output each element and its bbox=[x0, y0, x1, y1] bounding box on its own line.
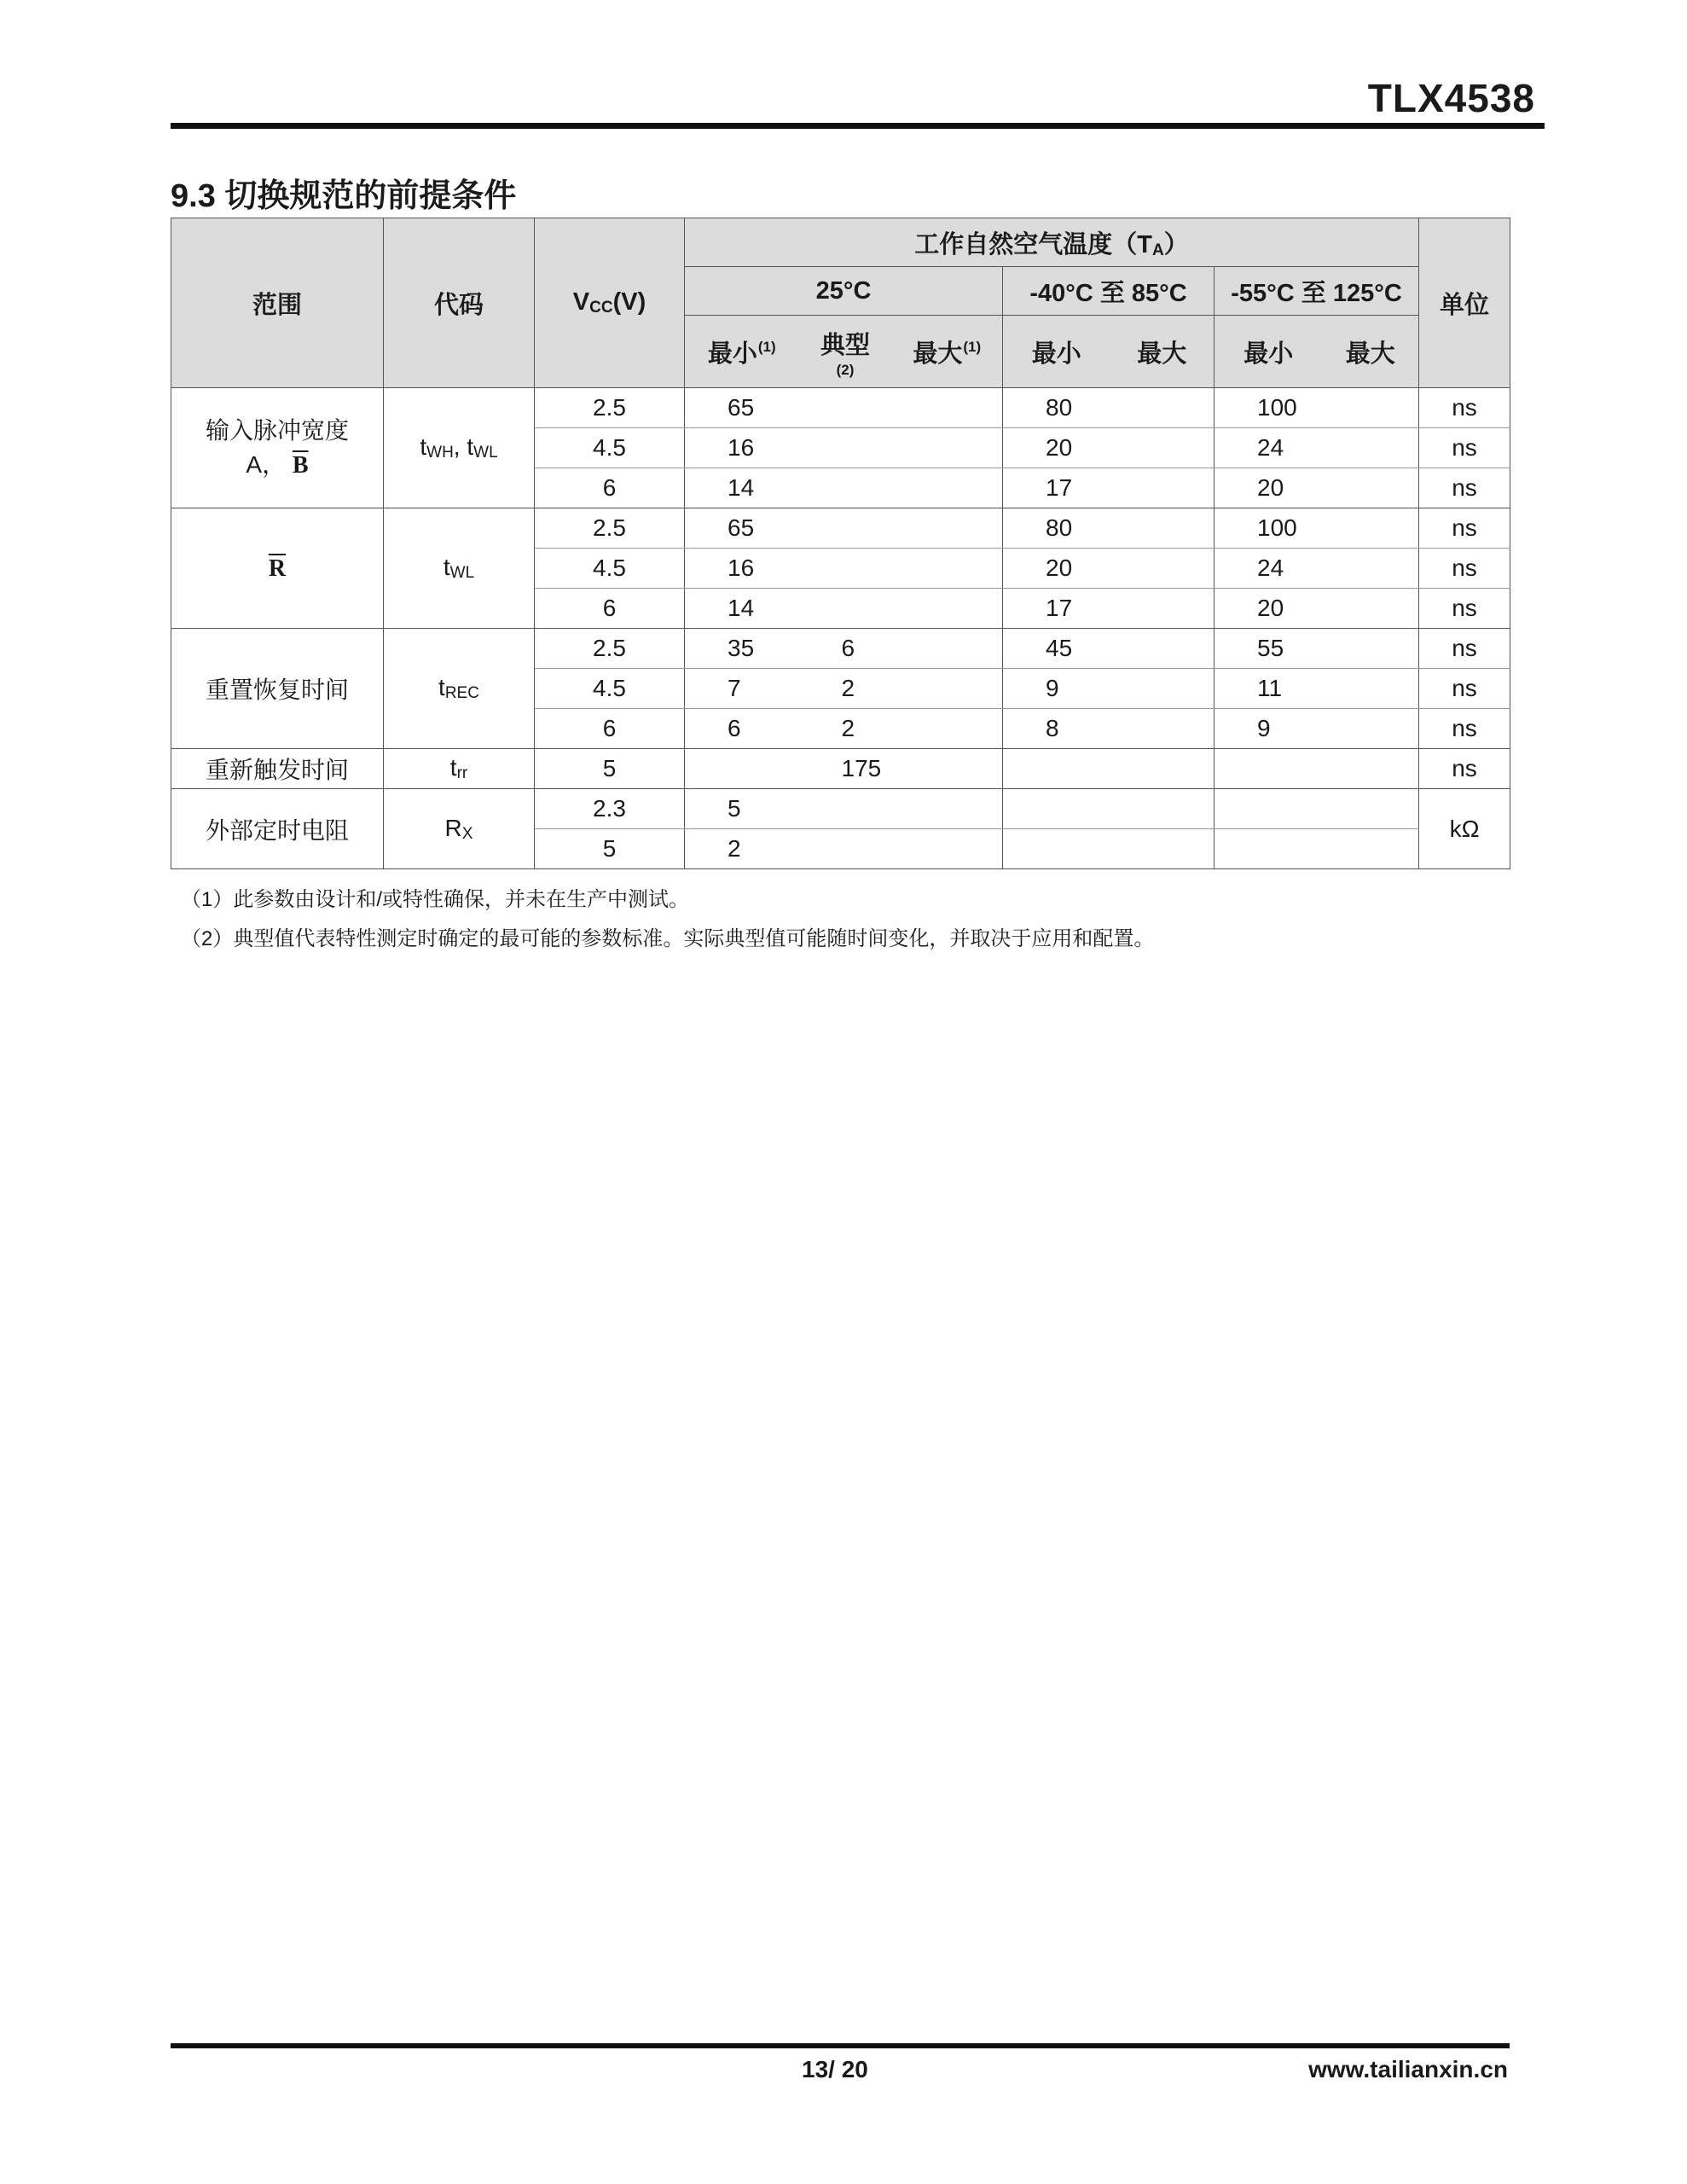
min-25c-value: 35 bbox=[685, 629, 799, 669]
min-125c-value bbox=[1215, 749, 1323, 789]
vcc-value: 4.5 bbox=[535, 669, 685, 709]
typ-25c-value bbox=[799, 428, 892, 468]
footnotes bbox=[181, 880, 1154, 959]
min-85c-value: 8 bbox=[1003, 709, 1110, 749]
header-125c: -55°C 至 125°C bbox=[1215, 267, 1419, 316]
code-trec: $t_{REC}$ bbox=[384, 629, 535, 749]
vcc-value: 2.5 bbox=[535, 629, 685, 669]
min-85c-value bbox=[1003, 829, 1110, 869]
max-25c-value bbox=[892, 709, 1003, 749]
min-25c-value: 65 bbox=[685, 508, 799, 549]
min-25c-value bbox=[685, 749, 799, 789]
min-125c-value: 20 bbox=[1215, 589, 1323, 629]
max-85c-value bbox=[1110, 428, 1215, 468]
code-trr: $t_{rr}$ bbox=[384, 749, 535, 789]
min-25c-value: 16 bbox=[685, 428, 799, 468]
footnote-1: （1）此参数由设计和/或特性确保，并未在生产中测试。 bbox=[181, 888, 690, 911]
header-code: 代码 bbox=[384, 218, 535, 388]
max-85c-value bbox=[1110, 468, 1215, 508]
min-85c-value bbox=[1003, 789, 1110, 829]
range-retrigger-time: 重新触发时间 bbox=[171, 749, 384, 789]
range-external-timing-resistor: 外部定时电阻 bbox=[171, 789, 384, 869]
unit-value: ns bbox=[1419, 669, 1510, 709]
min-125c-value: 55 bbox=[1215, 629, 1323, 669]
typ-25c-value bbox=[799, 789, 892, 829]
typ-25c-value: 6 bbox=[799, 629, 892, 669]
header-min-85c: 最小 bbox=[1003, 316, 1110, 388]
max-85c-value bbox=[1110, 629, 1215, 669]
max-25c-value bbox=[892, 508, 1003, 549]
typ-25c-value bbox=[799, 589, 892, 629]
min-25c-value: 6 bbox=[685, 709, 799, 749]
vcc-value: 4.5 bbox=[535, 428, 685, 468]
max-125c-value bbox=[1323, 589, 1419, 629]
min-125c-value: 24 bbox=[1215, 428, 1323, 468]
min-25c-value: 7 bbox=[685, 669, 799, 709]
min-125c-value: 24 bbox=[1215, 549, 1323, 589]
max-85c-value bbox=[1110, 749, 1215, 789]
min-85c-value: 45 bbox=[1003, 629, 1110, 669]
vcc-value: 6 bbox=[535, 589, 685, 629]
min-85c-value: 80 bbox=[1003, 388, 1110, 428]
vcc-value: 4.5 bbox=[535, 549, 685, 589]
section-title: 9.3 切换规范的前提条件 bbox=[171, 178, 517, 214]
max-125c-value bbox=[1323, 789, 1419, 829]
typ-25c-value: 2 bbox=[799, 669, 892, 709]
max-25c-value bbox=[892, 468, 1003, 508]
min-125c-value: 100 bbox=[1215, 508, 1323, 549]
min-85c-value: 17 bbox=[1003, 589, 1110, 629]
vcc-value: 6 bbox=[535, 468, 685, 508]
typ-25c-value bbox=[799, 829, 892, 869]
switching-spec-table bbox=[171, 218, 1510, 869]
min-85c-value: 17 bbox=[1003, 468, 1110, 508]
max-125c-value bbox=[1323, 549, 1419, 589]
max-125c-value bbox=[1323, 669, 1419, 709]
header-max-25c: 最大$^{(1)}$ bbox=[892, 316, 1003, 388]
max-125c-value bbox=[1323, 388, 1419, 428]
max-85c-value bbox=[1110, 508, 1215, 549]
footnote-2: （2）典型值代表特性测定时确定的最可能的参数标准。实际典型值可能随时间变化，并取决于应用和配置。 bbox=[181, 927, 1155, 950]
max-85c-value bbox=[1110, 589, 1215, 629]
min-25c-value: 16 bbox=[685, 549, 799, 589]
page-number: 13/ 20 bbox=[802, 2056, 868, 2082]
max-125c-value bbox=[1323, 428, 1419, 468]
vcc-value: 6 bbox=[535, 709, 685, 749]
min-85c-value: 80 bbox=[1003, 508, 1110, 549]
max-125c-value bbox=[1323, 468, 1419, 508]
header-vcc: $V_{CC}(V)$ bbox=[535, 218, 685, 388]
min-85c-value: 20 bbox=[1003, 549, 1110, 589]
header-range: 范围 bbox=[171, 218, 384, 388]
min-25c-value: 65 bbox=[685, 388, 799, 428]
max-85c-value bbox=[1110, 709, 1215, 749]
vcc-value: 2.5 bbox=[535, 388, 685, 428]
min-25c-value: 14 bbox=[685, 589, 799, 629]
max-85c-value bbox=[1110, 789, 1215, 829]
range-reset-recovery-time: 重置恢复时间 bbox=[171, 629, 384, 749]
min-125c-value: 9 bbox=[1215, 709, 1323, 749]
code-rx: $R_X$ bbox=[384, 789, 535, 869]
header-85c: -40°C 至 85°C bbox=[1003, 267, 1215, 316]
vcc-value: 2.5 bbox=[535, 508, 685, 549]
min-25c-value: 14 bbox=[685, 468, 799, 508]
max-85c-value bbox=[1110, 829, 1215, 869]
max-25c-value bbox=[892, 589, 1003, 629]
header-min-125c: 最小 bbox=[1215, 316, 1323, 388]
header-min-25c: 最小$^{(1)}$ bbox=[685, 316, 799, 388]
header-25c: 25°C bbox=[685, 267, 1003, 316]
max-85c-value bbox=[1110, 388, 1215, 428]
min-25c-value: 5 bbox=[685, 789, 799, 829]
header-typ-25c: 典型 (2) bbox=[799, 316, 892, 388]
typ-25c-value bbox=[799, 468, 892, 508]
max-125c-value bbox=[1323, 749, 1419, 789]
header-rule bbox=[171, 123, 1545, 129]
min-125c-value bbox=[1215, 829, 1323, 869]
code-twl: $t_{WL}$ bbox=[384, 508, 535, 629]
unit-value: ns bbox=[1419, 428, 1510, 468]
code-twh-twl: $t_{WH}$, $t_{WL}$ bbox=[384, 388, 535, 508]
max-25c-value bbox=[892, 669, 1003, 709]
max-125c-value bbox=[1323, 629, 1419, 669]
max-125c-value bbox=[1323, 709, 1419, 749]
max-25c-value bbox=[892, 629, 1003, 669]
min-85c-value bbox=[1003, 749, 1110, 789]
unit-value: ns bbox=[1419, 508, 1510, 549]
max-25c-value bbox=[892, 829, 1003, 869]
unit-value: ns bbox=[1419, 749, 1510, 789]
range-input-pulse-width: 输入脉冲宽度 A， $\overline{B}$ bbox=[171, 388, 384, 508]
unit-value: ns bbox=[1419, 388, 1510, 428]
max-85c-value bbox=[1110, 549, 1215, 589]
min-85c-value: 9 bbox=[1003, 669, 1110, 709]
footer-rule bbox=[171, 2043, 1510, 2048]
min-125c-value: 100 bbox=[1215, 388, 1323, 428]
min-25c-value: 2 bbox=[685, 829, 799, 869]
max-25c-value bbox=[892, 428, 1003, 468]
vcc-value: 5 bbox=[535, 749, 685, 789]
max-25c-value bbox=[892, 549, 1003, 589]
typ-25c-value: 175 bbox=[799, 749, 892, 789]
max-125c-value bbox=[1323, 508, 1419, 549]
min-125c-value: 11 bbox=[1215, 669, 1323, 709]
max-25c-value bbox=[892, 388, 1003, 428]
unit-value: ns bbox=[1419, 629, 1510, 669]
min-85c-value: 20 bbox=[1003, 428, 1110, 468]
unit-value: ns bbox=[1419, 549, 1510, 589]
max-85c-value bbox=[1110, 669, 1215, 709]
vcc-value: 5 bbox=[535, 829, 685, 869]
header-max-125c: 最大 bbox=[1323, 316, 1419, 388]
max-25c-value bbox=[892, 749, 1003, 789]
vcc-value: 2.3 bbox=[535, 789, 685, 829]
header-max-85c: 最大 bbox=[1110, 316, 1215, 388]
typ-25c-value bbox=[799, 549, 892, 589]
typ-25c-value bbox=[799, 508, 892, 549]
header-unit: 单位 bbox=[1419, 218, 1510, 388]
range-reset-bar: $\overline{R}$ bbox=[171, 508, 384, 629]
typ-25c-value bbox=[799, 388, 892, 428]
max-25c-value bbox=[892, 789, 1003, 829]
unit-value: kΩ bbox=[1419, 789, 1510, 869]
website-link[interactable]: www.tailianxin.cn bbox=[1308, 2056, 1508, 2082]
typ-25c-value: 2 bbox=[799, 709, 892, 749]
min-125c-value bbox=[1215, 789, 1323, 829]
min-125c-value: 20 bbox=[1215, 468, 1323, 508]
unit-value: ns bbox=[1419, 468, 1510, 508]
unit-value: ns bbox=[1419, 709, 1510, 749]
unit-value: ns bbox=[1419, 589, 1510, 629]
part-number: TLX4538 bbox=[1367, 76, 1535, 120]
max-125c-value bbox=[1323, 829, 1419, 869]
header-temperature: 工作自然空气温度$(T_A)$ bbox=[685, 218, 1419, 267]
